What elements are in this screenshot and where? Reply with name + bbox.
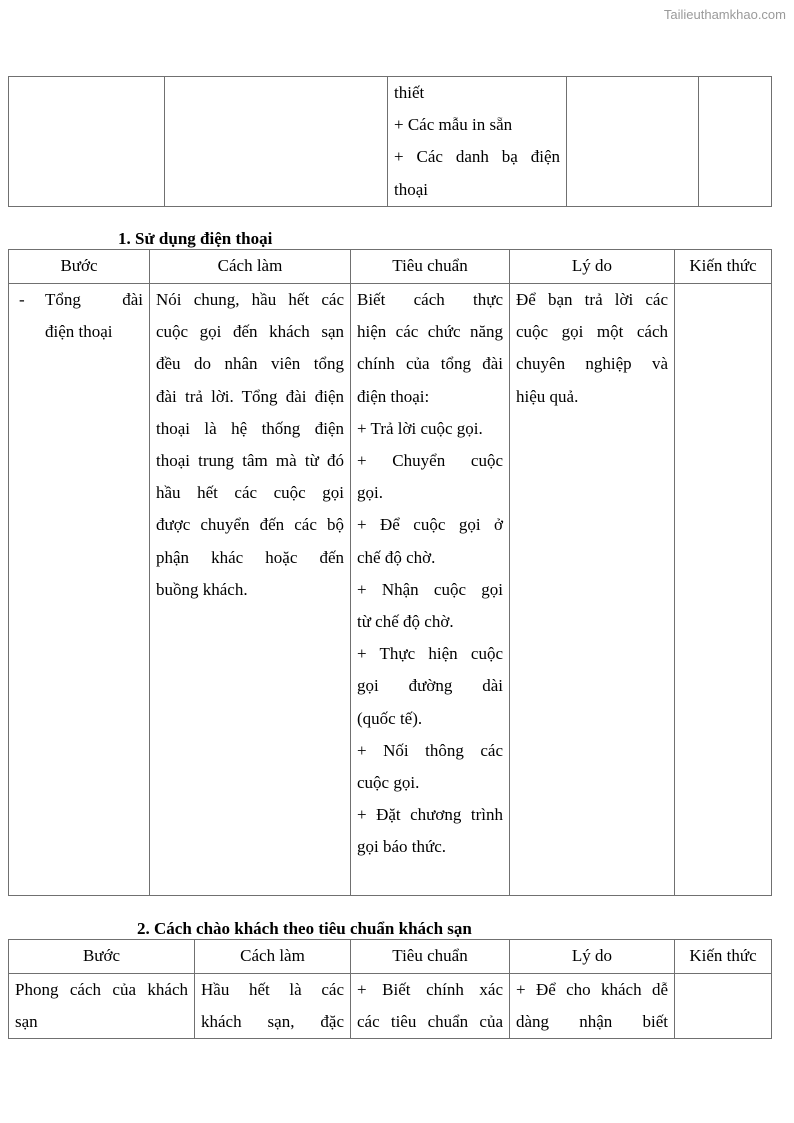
bullet-dash: - <box>19 290 25 309</box>
cell-step <box>9 284 150 896</box>
text-line: + Thực hiện cuộc <box>357 644 503 664</box>
text-line: sạn <box>15 1012 38 1032</box>
header-knowledge: Kiến thức <box>675 940 772 974</box>
text-line: hầu hết các cuộc gọi <box>156 483 344 503</box>
greeting-standards-table <box>8 939 772 1039</box>
text-line: gọi báo thức. <box>357 837 447 857</box>
text-line: thoại là hệ thống điện <box>156 418 344 438</box>
text-line: khách sạn, đặc <box>201 1012 344 1032</box>
header-method: Cách làm <box>150 250 351 284</box>
text-line: cuộc gọi một cách <box>516 322 668 342</box>
cell-empty-2 <box>165 77 388 207</box>
text-line: + Chuyển cuộc <box>357 451 503 471</box>
text-line: dàng nhận biết <box>516 1012 668 1032</box>
text-line: phận khác hoặc đến <box>156 547 344 567</box>
text-line: Để bạn trả lời các <box>516 290 668 309</box>
cell-reason <box>510 284 675 896</box>
text-line: (quốc tế). <box>357 708 423 728</box>
text-line: đều do nhân viên tổng <box>156 354 344 374</box>
text-line: chuyên nghiệp và <box>516 354 668 374</box>
text-line: Biết cách thực <box>357 290 503 309</box>
text-line: thoại trung tâm mà từ đó <box>156 451 344 471</box>
text-line: Phong cách của khách <box>15 980 188 999</box>
cell-method <box>150 284 351 896</box>
text-line: chế độ chờ. <box>357 547 436 567</box>
cell-standards-continued <box>388 77 567 207</box>
cell-standard <box>351 284 510 896</box>
text-line: + Nối thông các <box>357 740 503 760</box>
text-line: + Các mẫu in sẵn <box>394 115 513 135</box>
cell-empty-5 <box>699 77 772 207</box>
text-line: thoại <box>394 179 428 199</box>
text-line: buồng khách. <box>156 579 248 599</box>
cell-reason <box>510 974 675 1039</box>
text-line: + Các danh bạ điện <box>394 147 560 167</box>
header-step: Bước <box>9 940 195 974</box>
cell-empty-4 <box>567 77 699 207</box>
text-line: + Biết chính xác <box>357 980 503 999</box>
text-line: gọi đường dài <box>357 676 503 696</box>
text-line: + Để cho khách dễ <box>516 980 668 999</box>
text-line: + Đặt chương trình <box>357 805 503 825</box>
phone-usage-table <box>8 249 772 896</box>
header-standard: Tiêu chuẩn <box>351 250 510 284</box>
cell-knowledge <box>675 284 772 896</box>
text-line: + Để cuộc gọi ở <box>357 515 503 535</box>
text-line: cuộc gọi đến khách sạn <box>156 322 344 342</box>
cell-empty-1 <box>9 77 165 207</box>
text-line: gọi. <box>357 483 383 503</box>
text-line: từ chế độ chờ. <box>357 612 454 632</box>
text-line: cuộc gọi. <box>357 773 420 793</box>
header-standard: Tiêu chuẩn <box>351 940 510 974</box>
header-reason: Lý do <box>510 940 675 974</box>
text-line: hiện các chức năng <box>357 322 503 342</box>
text-line: + Nhận cuộc gọi <box>357 579 503 599</box>
cell-standard <box>351 974 510 1039</box>
text-line: thiết <box>394 83 425 102</box>
section-2-title: 2. Cách chào khách theo tiêu chuẩn khách sạn <box>137 919 472 938</box>
header-knowledge: Kiến thức <box>675 250 772 284</box>
text-line: điện thoại: <box>357 386 430 406</box>
text-line: chính của tổng đài <box>357 354 503 374</box>
text-line: hiệu quả. <box>516 386 579 406</box>
cell-step <box>9 974 195 1039</box>
text-line: được chuyển đến các bộ <box>156 515 344 535</box>
text-line: điện thoại <box>45 322 113 342</box>
cell-method <box>195 974 351 1039</box>
header-step: Bước <box>9 250 150 284</box>
header-method: Cách làm <box>195 940 351 974</box>
text-line: Hầu hết là các <box>201 980 344 999</box>
text-line: Nói chung, hầu hết các <box>156 290 344 309</box>
text-line: + Trả lời cuộc gọi. <box>357 418 483 438</box>
section-1-title: 1. Sử dụng điện thoại <box>118 229 273 248</box>
watermark: Tailieuthamkhao.com <box>663 7 786 22</box>
header-reason: Lý do <box>510 250 675 284</box>
text-line: các tiêu chuẩn của <box>357 1012 503 1032</box>
continuation-table <box>8 76 772 207</box>
cell-knowledge <box>675 974 772 1039</box>
text-line: đài trả lời. Tổng đài điện <box>156 386 344 406</box>
text-line: Tổng đài <box>45 290 143 309</box>
